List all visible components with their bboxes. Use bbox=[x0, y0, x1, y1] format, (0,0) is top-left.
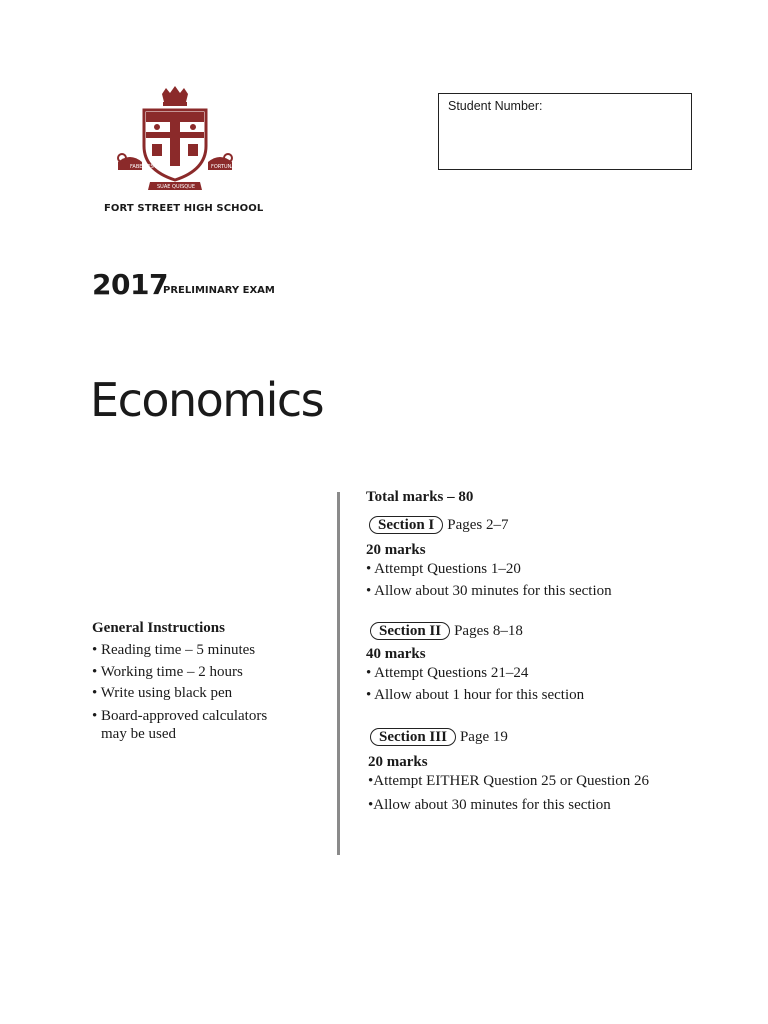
student-number-box[interactable] bbox=[438, 93, 692, 170]
section-2-label: Section II bbox=[370, 622, 450, 640]
section-2 bbox=[366, 622, 726, 707]
section-3-bullet: •Allow about 30 minutes for this section bbox=[368, 796, 611, 813]
general-instructions-title: General Instructions bbox=[92, 620, 225, 636]
crest-motto-right: FORTUNAE bbox=[211, 164, 238, 170]
section-1 bbox=[366, 516, 726, 603]
section-2-bullet: • Attempt Questions 21–24 bbox=[366, 665, 529, 681]
school-crest bbox=[110, 84, 240, 196]
section-3-bullet: •Attempt EITHER Question 25 or Question 26 bbox=[368, 773, 650, 789]
section-1-bullet: • Attempt Questions 1–20 bbox=[366, 561, 521, 577]
section-3-marks: 20 marks bbox=[368, 754, 428, 770]
section-3 bbox=[366, 728, 726, 817]
subject-title: Economics bbox=[90, 373, 324, 427]
instruction-item: • Reading time – 5 minutes bbox=[92, 641, 256, 658]
section-1-bullet: • Allow about 30 minutes for this section bbox=[366, 582, 612, 599]
instruction-item: may be used bbox=[101, 726, 176, 742]
total-marks: Total marks – 80 bbox=[366, 489, 474, 505]
crest-motto-left: FABER EST bbox=[130, 164, 157, 170]
school-name: FORT STREET HIGH SCHOOL bbox=[104, 203, 264, 214]
instruction-item: • Working time – 2 hours bbox=[92, 663, 243, 680]
column-divider bbox=[337, 492, 340, 855]
section-1-label: Section I bbox=[369, 516, 443, 534]
section-2-bullet: • Allow about 1 hour for this section bbox=[366, 686, 585, 703]
section-2-pages: Pages 8–18 bbox=[454, 622, 523, 639]
section-3-label: Section III bbox=[370, 728, 456, 746]
general-instructions bbox=[92, 618, 312, 743]
crest-motto-center: SUAE QUISQUE bbox=[157, 184, 196, 190]
section-3-pages: Page 19 bbox=[459, 728, 508, 745]
section-2-marks: 40 marks bbox=[366, 646, 426, 662]
exam-year: 2017 bbox=[92, 268, 168, 301]
section-1-marks: 20 marks bbox=[366, 542, 426, 558]
student-number-label: Student Number: bbox=[448, 99, 543, 113]
section-1-pages: Pages 2–7 bbox=[447, 516, 509, 533]
exam-type: PRELIMINARY EXAM bbox=[163, 285, 275, 296]
instruction-item: • Write using black pen bbox=[92, 685, 233, 702]
instruction-item: • Board-approved calculators bbox=[92, 708, 268, 724]
